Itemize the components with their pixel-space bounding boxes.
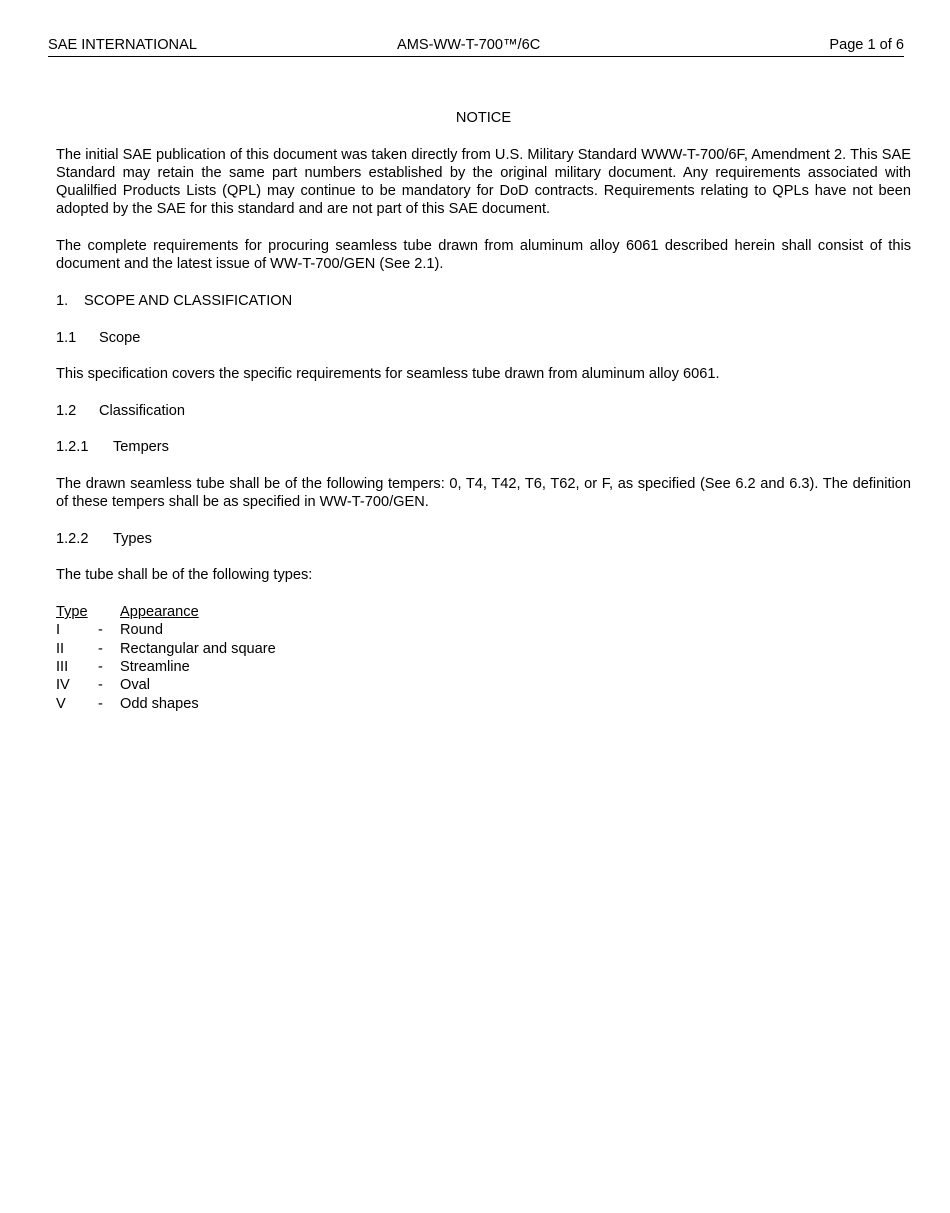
section-1-2-2-number: 1.2.2 bbox=[56, 530, 89, 547]
table-row bbox=[56, 676, 276, 694]
section-1-2-heading bbox=[56, 402, 911, 420]
type-dash: - bbox=[98, 695, 103, 712]
type-dash: - bbox=[98, 640, 103, 657]
type-code: I bbox=[56, 622, 61, 639]
types-intro-paragraph: The tube shall be of the following types: bbox=[56, 567, 313, 584]
type-appearance: Round bbox=[120, 622, 164, 639]
types-table-header-row bbox=[56, 603, 276, 621]
type-code: V bbox=[56, 695, 66, 712]
section-1-1-title: Scope bbox=[99, 329, 141, 346]
section-1-2-1-heading bbox=[56, 438, 911, 456]
type-dash: - bbox=[98, 622, 103, 639]
notice-paragraph-1: The initial SAE publication of this document was taken directly from U.S. Military Standard WWW-T-700/6F, Amendment 2. This SAE Standard may retain the same part numbers established by the original military document. Any requirements associated with Qualilfied Products Lists (QPL) may continue to be mandatory for DoD contracts. Requirements relating to QPLs have not been adopted by the SAE for this standard and are not part of this SAE document. bbox=[56, 146, 911, 218]
type-dash: - bbox=[98, 677, 103, 694]
section-1-number: 1. bbox=[56, 292, 69, 309]
document-body bbox=[56, 109, 911, 713]
type-appearance: Oval bbox=[120, 677, 151, 694]
header-document-number: AMS-WW-T-700™/6C bbox=[397, 37, 541, 53]
notice-title: NOTICE bbox=[455, 110, 512, 126]
section-1-2-2-heading bbox=[56, 530, 911, 548]
section-1-2-1-number: 1.2.1 bbox=[56, 439, 89, 456]
page-header bbox=[48, 36, 904, 57]
type-appearance: Rectangular and square bbox=[120, 640, 276, 657]
tempers-paragraph: The drawn seamless tube shall be of the following tempers: 0, T4, T42, T6, T62, or F, as specified (See 6.2 and 6.3). The definition of these tempers shall be as specified in WW-T-700/GEN. bbox=[56, 475, 911, 511]
types-header-spacer bbox=[98, 603, 120, 621]
header-organization: SAE INTERNATIONAL bbox=[48, 37, 197, 53]
header-page-number: Page 1 of 6 bbox=[829, 37, 904, 53]
scope-paragraph: This specification covers the specific requirements for seamless tube drawn from aluminum alloy 6061. bbox=[56, 366, 720, 383]
type-code: II bbox=[56, 640, 65, 657]
type-dash: - bbox=[98, 658, 103, 675]
types-header-appearance: Appearance bbox=[120, 604, 199, 621]
table-row bbox=[56, 640, 276, 658]
section-1-title: SCOPE AND CLASSIFICATION bbox=[84, 292, 293, 309]
type-code: III bbox=[56, 658, 69, 675]
type-code: IV bbox=[56, 677, 70, 694]
section-1-2-1-title: Tempers bbox=[113, 439, 169, 456]
table-row bbox=[56, 621, 276, 639]
section-1-1-number: 1.1 bbox=[56, 329, 77, 346]
types-header-type: Type bbox=[56, 604, 88, 621]
section-1-heading bbox=[56, 292, 911, 310]
section-1-2-number: 1.2 bbox=[56, 402, 77, 419]
section-1-2-2-title: Types bbox=[113, 530, 152, 547]
types-table bbox=[56, 603, 276, 713]
table-row bbox=[56, 658, 276, 676]
section-1-2-title: Classification bbox=[99, 402, 185, 419]
type-appearance: Streamline bbox=[120, 658, 190, 675]
notice-paragraph-2: The complete requirements for procuring seamless tube drawn from aluminum alloy 6061 described herein shall consist of this document and the latest issue of WW-T-700/GEN (See 2.1). bbox=[56, 238, 911, 273]
table-row bbox=[56, 695, 276, 713]
section-1-1-heading bbox=[56, 329, 911, 347]
type-appearance: Odd shapes bbox=[120, 695, 199, 712]
